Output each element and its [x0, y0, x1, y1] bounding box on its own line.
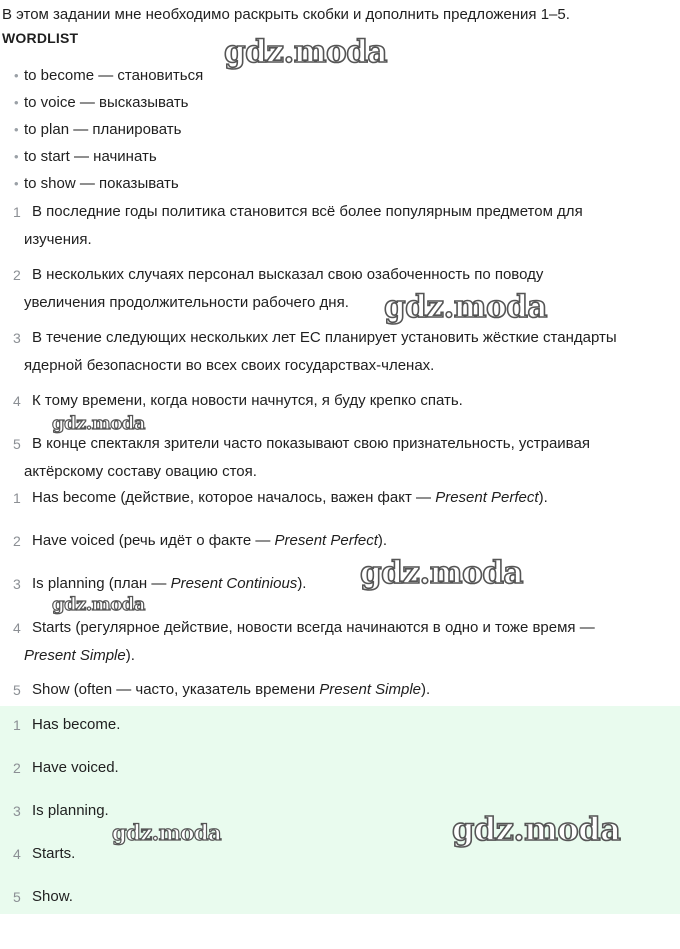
wordlist-item: • to become — становиться — [14, 67, 204, 84]
answer-item: Has become. — [32, 716, 121, 733]
watermark: gdz.moda — [224, 34, 387, 70]
explanation-number: 3 — [13, 576, 21, 592]
explanation-number: 5 — [13, 682, 21, 698]
bullet-icon: • — [14, 176, 19, 191]
explanation-number: 1 — [13, 490, 21, 506]
sentence-number: 1 — [13, 204, 21, 220]
explanation-item: Starts (регулярное действие, новости всегда начинаются в одно и тоже время — Present Simple). — [24, 619, 595, 664]
explanation-item: Has become (действие, которое началось, важен факт — Present Perfect). — [32, 489, 548, 506]
explanation-number: 2 — [13, 533, 21, 549]
wordlist — [14, 66, 203, 201]
watermark: gdz.moda — [112, 820, 222, 845]
watermark: gdz.moda — [52, 413, 145, 434]
wordlist-item: • to show — показывать — [14, 175, 179, 192]
sentence-number: 5 — [13, 436, 21, 452]
watermark: gdz.moda — [384, 289, 547, 325]
answer-number: 1 — [13, 717, 21, 733]
wordlist-item: • to start — начинать — [14, 148, 157, 165]
sentence-item: В нескольких случаях персонал высказал свою озабоченность по поводу увеличения продолжительности рабочего дня. — [24, 266, 544, 311]
explanation-item: Is planning (план — Present Continious). — [32, 575, 307, 592]
answer-item: Have voiced. — [32, 759, 119, 776]
wordlist-heading: WORDLIST — [2, 30, 79, 46]
sentence-item: В последние годы политика становится всё более популярным предметом для изучения. — [24, 203, 583, 248]
sentence-item: В конце спектакля зрители часто показывают свою признательность, устраивая актёрскому составу овацию стоя. — [24, 435, 590, 480]
answer-number: 4 — [13, 846, 21, 862]
answer-number: 3 — [13, 803, 21, 819]
wordlist-item: • to plan — планировать — [14, 121, 182, 138]
intro-text: В этом задании мне необходимо раскрыть скобки и дополнить предложения 1–5. — [2, 6, 570, 23]
sentence-number: 2 — [13, 267, 21, 283]
wordlist-item: • to voice — высказывать — [14, 94, 189, 111]
answer-item: Starts. — [32, 845, 76, 862]
watermark: gdz.moda — [360, 555, 523, 591]
bullet-icon: • — [14, 95, 19, 110]
explanation-item: Have voiced (речь идёт о факте — Present Perfect). — [32, 532, 388, 549]
sentence-item: В течение следующих нескольких лет ЕС планирует установить жёсткие стандарты ядерной безопасности во всех своих государствах-членах. — [24, 329, 617, 374]
watermark: gdz.moda — [452, 810, 621, 848]
watermark: gdz.moda — [52, 594, 145, 615]
sentence-number: 4 — [13, 393, 21, 409]
bullet-icon: • — [14, 122, 19, 137]
answer-number: 5 — [13, 889, 21, 905]
answer-item: Show. — [32, 888, 73, 905]
sentence-item: К тому времени, когда новости начнутся, я буду крепко спать. — [32, 392, 463, 409]
bullet-icon: • — [14, 149, 19, 164]
sentence-number: 3 — [13, 330, 21, 346]
answer-number: 2 — [13, 760, 21, 776]
answer-item: Is planning. — [32, 802, 109, 819]
explanation-number: 4 — [13, 620, 21, 636]
explanation-item: Show (often — часто, указатель времени Present Simple). — [32, 681, 431, 698]
bullet-icon: • — [14, 68, 19, 83]
